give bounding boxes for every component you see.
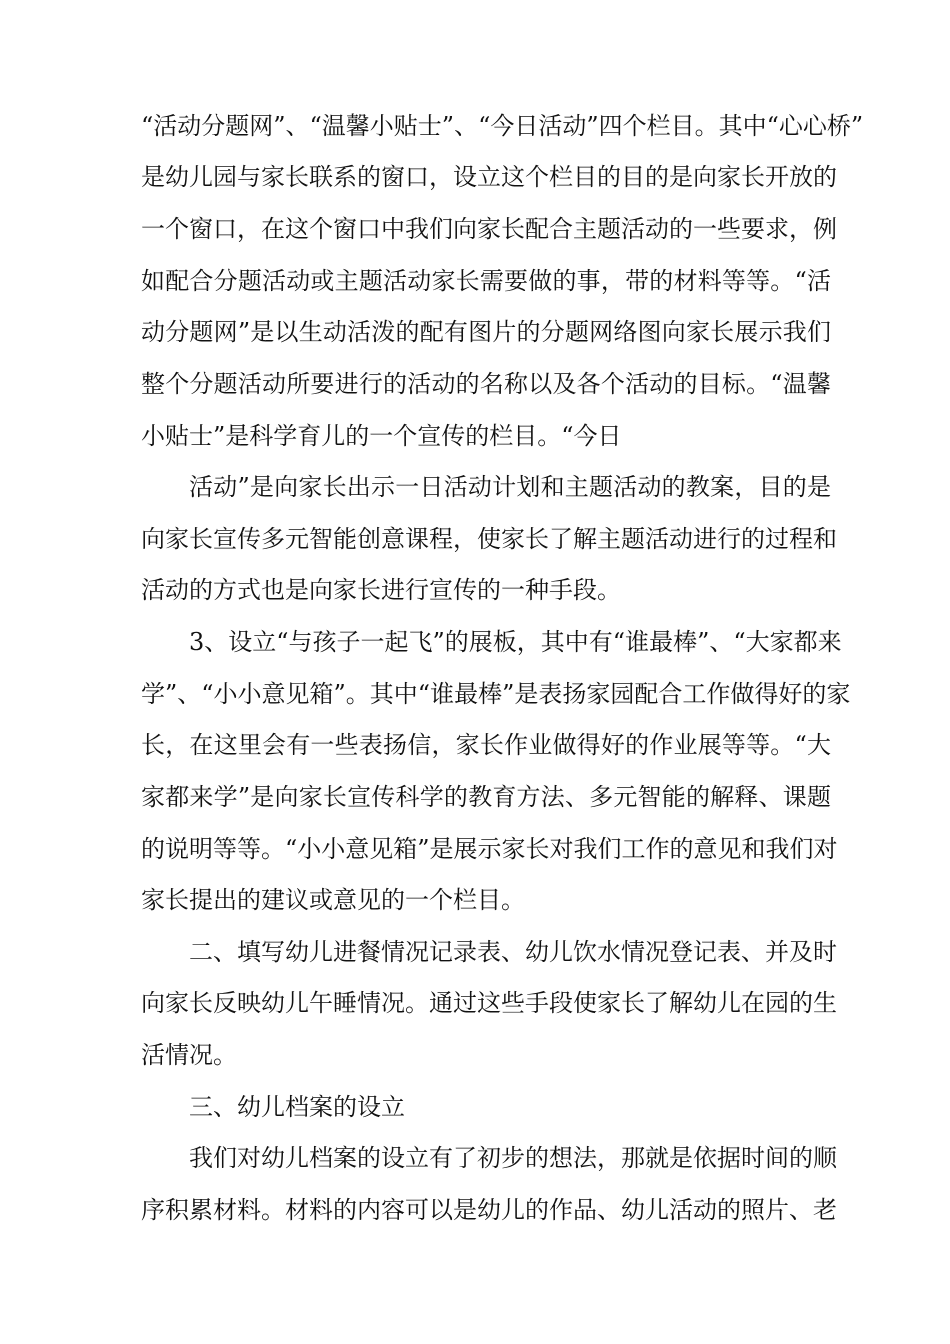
text-line: 活动的方式也是向家长进行宣传的一种手段。: [141, 576, 621, 604]
text-line: 长，在这里会有一些表扬信，家长作业做得好的作业展等等。“大: [141, 731, 831, 759]
text-line: 活动”是向家长出示一日活动计划和主题活动的教案，目的是: [189, 473, 831, 501]
text-line: 是幼儿园与家长联系的窗口，设立这个栏目的目的是向家长开放的: [141, 163, 837, 191]
text-line: 活情况。: [141, 1041, 237, 1069]
text-line: 动分题网”是以生动活泼的配有图片的分题网络图向家长展示我们: [141, 318, 831, 346]
text-line: 向家长反映幼儿午睡情况。通过这些手段使家长了解幼儿在园的生: [141, 989, 837, 1017]
text-line: 如配合分题活动或主题活动家长需要做的事，带的材料等等。“活: [141, 267, 831, 295]
text-line: 二、填写幼儿进餐情况记录表、幼儿饮水情况登记表、并及时: [189, 938, 837, 966]
text-line: 3、设立“与孩子一起飞”的展板，其中有“谁最棒”、“大家都来: [189, 628, 842, 656]
text-line: 家都来学”是向家长宣传科学的教育方法、多元智能的解释、课题: [141, 783, 831, 811]
text-line: 家长提出的建议或意见的一个栏目。: [141, 886, 525, 914]
text-line: 的说明等等。“小小意见箱”是展示家长对我们工作的意见和我们对: [141, 835, 838, 863]
section-heading: 三、幼儿档案的设立: [189, 1093, 405, 1121]
text-line: “活动分题网”、“温馨小贴士”、“今日活动”四个栏目。其中“心心桥”: [141, 112, 864, 140]
text-line: 序积累材料。材料的内容可以是幼儿的作品、幼儿活动的照片、老: [141, 1196, 837, 1224]
text-line: 我们对幼儿档案的设立有了初步的想法，那就是依据时间的顺: [189, 1144, 837, 1172]
text-line: 学”、“小小意见箱”。其中“谁最棒”是表扬家园配合工作做得好的家: [141, 680, 851, 708]
text-line: 向家长宣传多元智能创意课程，使家长了解主题活动进行的过程和: [141, 525, 837, 553]
text-line: 一个窗口，在这个窗口中我们向家长配合主题活动的一些要求，例: [141, 215, 837, 243]
text-line: 整个分题活动所要进行的活动的名称以及各个活动的目标。“温馨: [141, 370, 831, 398]
text-line: 小贴士”是科学育儿的一个宣传的栏目。“今日: [141, 422, 622, 450]
